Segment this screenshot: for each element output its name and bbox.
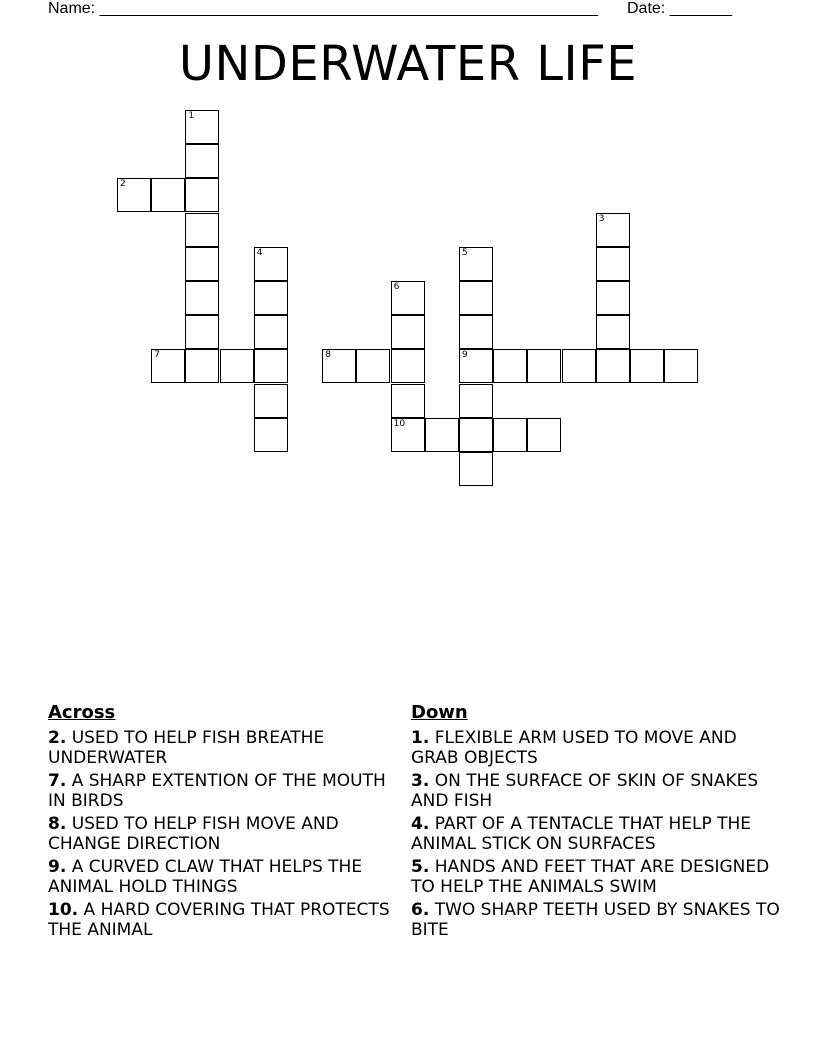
clue-text: A CURVED CLAW THAT HELPS THE ANIMAL HOLD THINGS <box>48 857 363 897</box>
clue-text: TWO SHARP TEETH USED BY SNAKES TO BITE <box>411 900 780 940</box>
across-clue <box>48 728 408 768</box>
clue-text: PART OF A TENTACLE THAT HELP THE ANIMAL STICK ON SURFACES <box>411 814 752 854</box>
crossword-cell[interactable] <box>596 315 630 349</box>
crossword-cell[interactable] <box>493 418 527 452</box>
clue-number: 10. <box>48 900 79 920</box>
crossword-cell[interactable] <box>527 349 561 383</box>
crossword-cell[interactable] <box>425 418 459 452</box>
clue-number: 8. <box>48 814 67 834</box>
crossword-cell[interactable] <box>527 418 561 452</box>
down-heading: Down <box>411 702 468 723</box>
crossword-cell[interactable] <box>459 452 493 486</box>
crossword-cell[interactable] <box>185 349 219 383</box>
down-clue <box>411 900 781 940</box>
cell-number: 4 <box>256 247 263 258</box>
across-clue <box>48 900 408 940</box>
crossword-cell[interactable] <box>459 384 493 418</box>
crossword-cell[interactable] <box>664 349 698 383</box>
down-clue <box>411 771 781 811</box>
clue-text: HANDS AND FEET THAT ARE DESIGNED TO HELP THE ANIMALS SWIM <box>411 857 770 897</box>
crossword-cell[interactable] <box>459 349 493 383</box>
crossword-cell[interactable] <box>391 418 425 452</box>
across-clue <box>48 771 408 811</box>
cell-number: 7 <box>154 350 160 361</box>
cell-number: 5 <box>462 247 468 258</box>
crossword-cell[interactable] <box>391 349 425 383</box>
cell-number: 3 <box>598 213 605 224</box>
cell-number: 9 <box>462 350 468 361</box>
crossword-cell[interactable] <box>596 247 630 281</box>
cell-number: 1 <box>188 111 195 121</box>
crossword-cell[interactable] <box>459 418 493 452</box>
name-field-label: Name: ________________________________________________________ <box>48 0 598 17</box>
across-clue <box>48 857 408 897</box>
across-clue <box>48 814 408 854</box>
crossword-cell[interactable] <box>117 178 151 212</box>
crossword-cell[interactable] <box>254 418 288 452</box>
crossword-cell[interactable] <box>254 384 288 418</box>
crossword-cell[interactable] <box>391 281 425 315</box>
crossword-cell[interactable] <box>391 384 425 418</box>
clue-number: 7. <box>48 771 67 791</box>
crossword-cell[interactable] <box>254 315 288 349</box>
crossword-cell[interactable] <box>459 281 493 315</box>
crossword-cell[interactable] <box>151 178 185 212</box>
crossword-cell[interactable] <box>185 144 219 178</box>
crossword-cell[interactable] <box>322 349 356 383</box>
page-title: UNDERWATER LIFE <box>178 36 638 92</box>
cell-number: 2 <box>120 179 126 190</box>
clue-text: A SHARP EXTENTION OF THE MOUTH IN BIRDS <box>48 771 386 811</box>
clue-number: 2. <box>48 728 67 748</box>
crossword-cell[interactable] <box>185 315 219 349</box>
crossword-cell[interactable] <box>185 281 219 315</box>
crossword-cell[interactable] <box>630 349 664 383</box>
across-clues <box>48 702 408 943</box>
clue-text: A HARD COVERING THAT PROTECTS THE ANIMAL <box>48 900 390 940</box>
clue-number: 5. <box>411 857 430 877</box>
crossword-cell[interactable] <box>254 281 288 315</box>
crossword-cell[interactable] <box>254 247 288 281</box>
crossword-cell[interactable] <box>185 247 219 281</box>
crossword-cell[interactable] <box>391 315 425 349</box>
crossword-cell[interactable] <box>596 281 630 315</box>
down-clue <box>411 728 781 768</box>
crossword-cell[interactable] <box>220 349 254 383</box>
clue-number: 9. <box>48 857 67 877</box>
crossword-cell[interactable] <box>493 349 527 383</box>
clue-text: ON THE SURFACE OF SKIN OF SNAKES AND FISH <box>411 771 759 811</box>
clue-number: 1. <box>411 728 430 748</box>
down-clue <box>411 857 781 897</box>
cell-number: 6 <box>393 282 400 292</box>
crossword-cell[interactable] <box>254 349 288 383</box>
crossword-cell[interactable] <box>596 213 630 247</box>
crossword-grid <box>0 0 816 500</box>
date-field-label: Date: _______ <box>627 0 732 17</box>
clue-number: 3. <box>411 771 430 791</box>
down-clues <box>411 702 781 943</box>
crossword-cell[interactable] <box>459 315 493 349</box>
crossword-cell[interactable] <box>185 110 219 144</box>
crossword-cell[interactable] <box>185 178 219 212</box>
cell-number: 8 <box>325 350 331 361</box>
clue-text: USED TO HELP FISH BREATHE UNDERWATER <box>48 728 325 768</box>
crossword-cell[interactable] <box>151 349 185 383</box>
clue-text: USED TO HELP FISH MOVE AND CHANGE DIRECTION <box>48 814 339 854</box>
clue-number: 4. <box>411 814 430 834</box>
crossword-cell[interactable] <box>459 247 493 281</box>
crossword-cell[interactable] <box>596 349 630 383</box>
crossword-cell[interactable] <box>562 349 596 383</box>
cell-number: 10 <box>393 418 406 429</box>
across-heading: Across <box>48 702 116 723</box>
crossword-cell[interactable] <box>356 349 390 383</box>
down-clue <box>411 814 781 854</box>
clue-text: FLEXIBLE ARM USED TO MOVE AND GRAB OBJECTS <box>411 728 737 768</box>
crossword-cell[interactable] <box>185 213 219 247</box>
clue-number: 6. <box>411 900 430 920</box>
